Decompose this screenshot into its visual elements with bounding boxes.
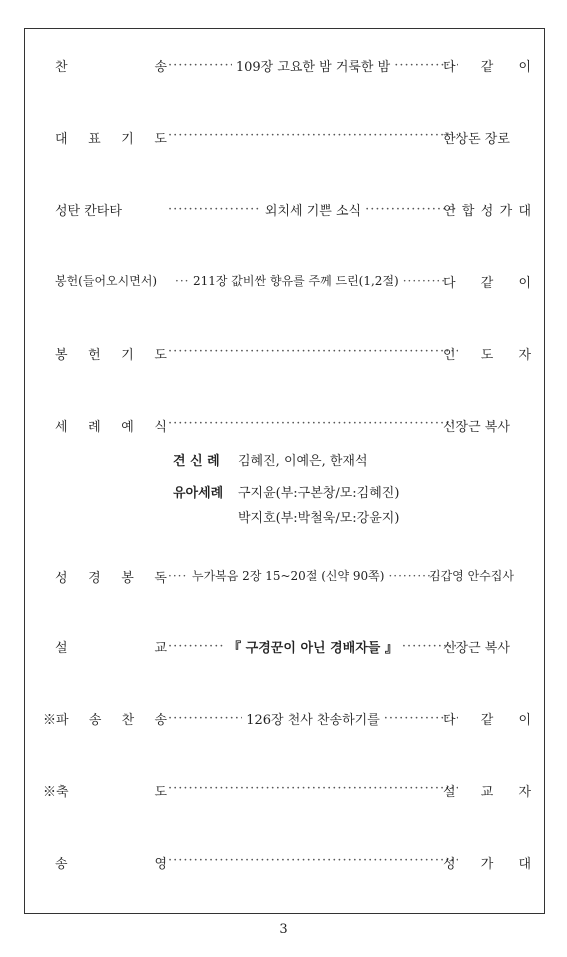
- row-label: 봉헌(들어오시면서): [55, 274, 158, 288]
- confirmation-title: 견 신 례: [173, 454, 220, 469]
- row-right: 다 같 이: [443, 276, 531, 291]
- leader-dots: [168, 416, 458, 431]
- leader-dots: [168, 202, 261, 217]
- row-middle: [168, 567, 440, 584]
- program-row: [25, 709, 546, 731]
- program-row: [25, 781, 546, 803]
- row-right: 설 교 자: [443, 785, 531, 800]
- page-number: 3: [279, 922, 288, 937]
- row-right: 신장근 복사: [443, 641, 510, 656]
- row-middle: [168, 853, 458, 868]
- program-row: [25, 567, 546, 589]
- program-row: [25, 128, 546, 150]
- row-right: 연 합 성 가 대: [443, 204, 531, 219]
- row-label: 송 영: [55, 857, 167, 872]
- row-label: 봉 헌 기 도: [55, 348, 167, 363]
- row-middle: [168, 344, 458, 359]
- row-right: 신장근 복사: [443, 420, 510, 435]
- program-frame: [24, 28, 545, 914]
- leader-dots: [168, 711, 242, 726]
- row-middle: [168, 416, 458, 431]
- row-middle: [175, 272, 445, 289]
- infant-baptism-name: 박지호(부:박철욱/모:강윤지): [238, 511, 400, 526]
- infant-baptism-name: 구지윤(부:구본창/모:김혜진): [238, 486, 400, 501]
- row-label: 대 표 기 도: [55, 132, 167, 147]
- program-row: [25, 200, 546, 222]
- row-label: ※파 송 찬 송: [43, 713, 167, 728]
- row-right: 성 가 대: [443, 857, 531, 872]
- row-label: 설 교: [55, 641, 167, 656]
- row-label: 세 례 예 식: [55, 420, 167, 435]
- row-text: 109장 고요한 밤 거룩한 밤: [235, 60, 391, 75]
- row-label: ※축 도: [43, 785, 167, 800]
- program-row: [25, 416, 546, 438]
- row-right: 인 도 자: [443, 348, 531, 363]
- leader-dots: [168, 128, 458, 143]
- leader-dots: [168, 58, 232, 73]
- infant-baptism-title: 유아세례: [173, 486, 224, 501]
- program-row: [25, 272, 546, 294]
- row-middle: [168, 709, 458, 728]
- row-text: 외치세 기쁜 소식: [264, 204, 362, 219]
- row-label: 성 경 봉 독: [55, 571, 167, 586]
- row-middle: [168, 56, 458, 75]
- row-text: 누가복음 2장 15~20절 (신약 90쪽): [192, 569, 385, 583]
- leader-dots: [168, 853, 458, 868]
- program-row: [25, 56, 546, 78]
- row-middle: [168, 128, 458, 143]
- row-right: 다 같 이: [443, 713, 531, 728]
- program-row: [25, 853, 546, 875]
- row-middle: [168, 637, 458, 656]
- row-middle: [168, 781, 458, 796]
- row-text: 126장 천사 찬송하기를: [246, 713, 380, 728]
- row-right: 김갑영 안수집사: [429, 569, 514, 583]
- leader-dots: [168, 569, 188, 583]
- leader-dots: [175, 274, 189, 288]
- row-label: 성탄 칸타타: [55, 204, 122, 219]
- sermon-title: 『 구경꾼이 아닌 경배자들 』: [228, 641, 398, 656]
- leader-dots: [403, 274, 445, 288]
- leader-dots: [168, 781, 458, 796]
- row-label: 찬 송: [55, 60, 167, 75]
- row-right: 한상돈 장로: [443, 132, 510, 147]
- row-middle: [168, 200, 458, 219]
- program-row: [25, 637, 546, 659]
- program-row: [25, 344, 546, 366]
- leader-dots: [168, 344, 458, 359]
- row-text: 211장 값비싼 향유를 주께 드린(1,2절): [193, 274, 399, 288]
- confirmation-names: 김혜진, 이예은, 한재석: [238, 454, 368, 469]
- row-right: 다 같 이: [443, 60, 531, 75]
- leader-dots: [168, 639, 224, 654]
